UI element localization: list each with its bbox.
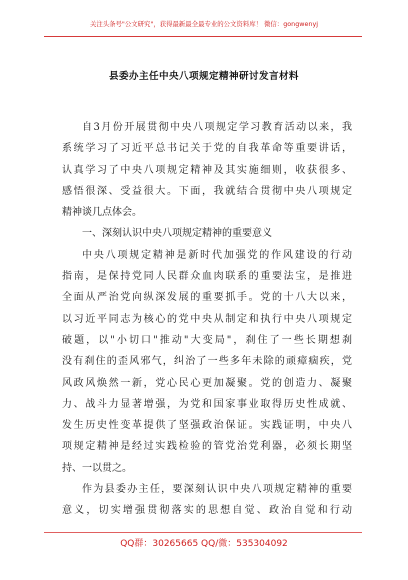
- header-banner: 关注头条号"公文研究"，获得最新最全最专业的公文资料库！ 微信：gongwenyj: [89, 20, 319, 28]
- paragraph-line: 感悟很深、受益很大。下面，我就结合贯彻中央八项规定: [62, 185, 352, 197]
- paragraph-line: 系统学习了习近平总书记关于党的自我革命等重要讲话，: [62, 143, 352, 155]
- paragraph-line: 风政风焕然一新，党心民心更加凝聚。党的创造力、凝聚: [62, 377, 352, 389]
- document-body: [62, 117, 352, 522]
- paragraph-line: 作为县委办主任，要深刻认识中央八项规定精神的重要: [82, 484, 352, 496]
- paragraph-line: 破题，以"小切口"推动"大变局"，刹住了一些长期想刹: [62, 334, 352, 346]
- paragraph-line: 意义，切实增强贯彻落实的思想自觉、政治自觉和行动: [62, 505, 352, 517]
- paragraph-line: 发生历史性变革提供了坚强政治保证。实践证明，中央八: [62, 420, 352, 432]
- paragraph-line: 没有刹住的歪风邪气，纠治了一些多年未除的顽瘴痼疾，党: [62, 356, 352, 368]
- header-divider: [44, 36, 362, 37]
- paragraph-line: 力、战斗力显著增强，为党和国家事业取得历史性成就、: [62, 398, 352, 410]
- paragraph-line: 以习近平同志为核心的党中央从制定和执行中央八项规定: [62, 313, 352, 325]
- paragraph-line: 认真学习了中央八项规定精神及其实施细则，收获很多、: [62, 164, 352, 176]
- paragraph-line: 全面从严治党向纵深发展的重要抓手。党的十八大以来，: [62, 292, 352, 304]
- document-title: 县委办主任中央八项规定精神研讨发言材料: [109, 71, 299, 82]
- paragraph-line: 中央八项规定精神是新时代加强党的作风建设的行动: [82, 249, 352, 261]
- paragraph-line: 自3月份开展贯彻中央八项规定学习教育活动以来，我: [82, 122, 352, 133]
- paragraph-line: 项规定精神是经过实践检验的管党治党利器，必须长期坚: [62, 441, 352, 453]
- paragraph-line: 持、一以贯之。: [62, 462, 132, 474]
- paragraph-line: 指南，是保持党同人民群众血肉联系的重要法宝，是推进: [62, 271, 352, 283]
- section-heading: 一、深刻认识中央八项规定精神的重要意义: [82, 228, 272, 240]
- footer-contacts: QQ群：30265665 QQ/微：535304092: [120, 539, 288, 549]
- paragraph-line: 精神谈几点体会。: [62, 207, 142, 219]
- footer-divider: [44, 532, 362, 533]
